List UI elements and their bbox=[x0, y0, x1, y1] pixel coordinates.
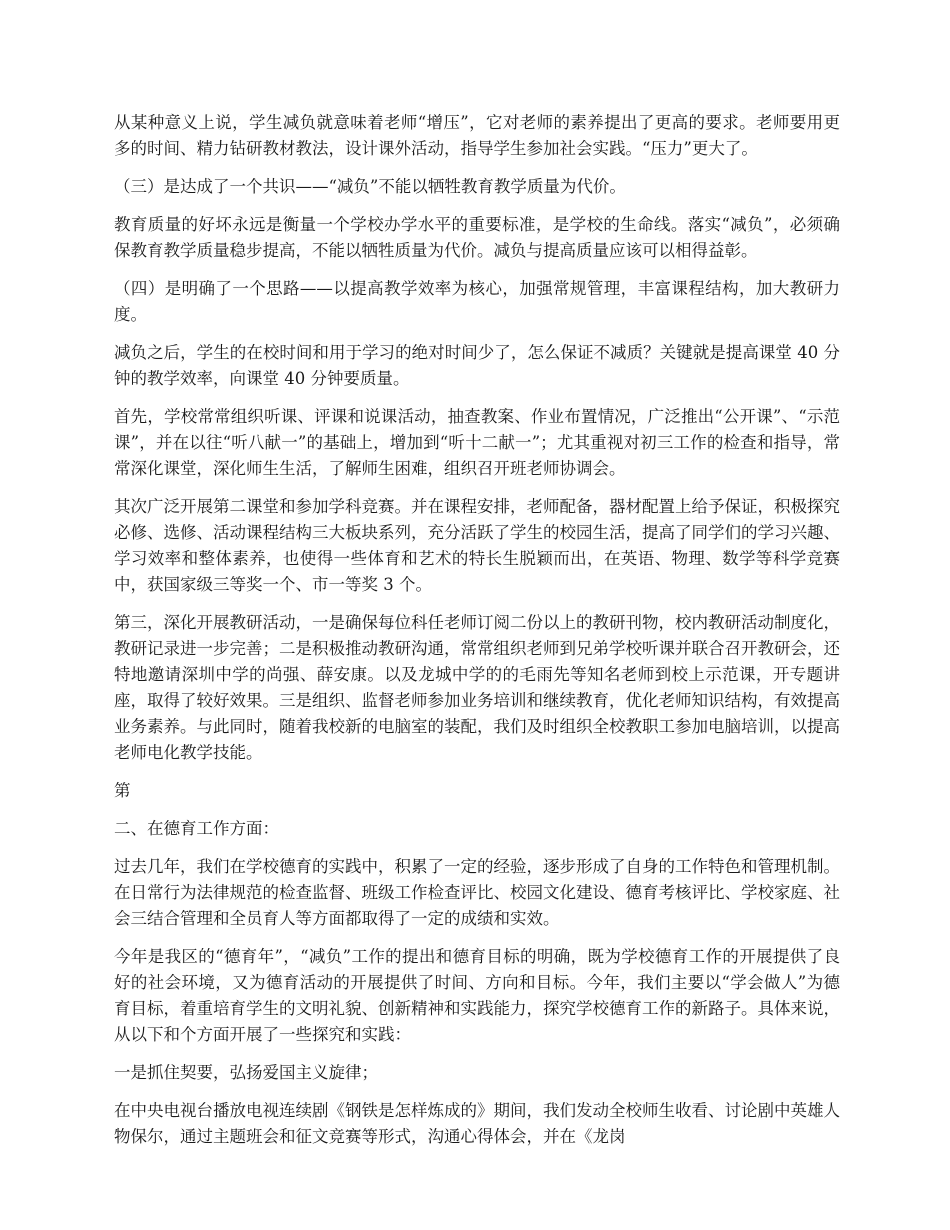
paragraph-tv-series: 在中央电视台播放电视连续剧《钢铁是怎样炼成的》期间，我们发动全校师生收看、讨论剧中英雄人物保尔，通过主题班会和征文竞赛等形式，沟通心得体会，并在《龙岗 bbox=[114, 1101, 840, 1146]
paragraph-first-measures: 首先，学校常常组织听课、评课和说课活动，抽查教案、作业布置情况，广泛推出“公开课”、“示范课”，并在以往“听八献一”的基础上，增加到“听十二献一”；尤其重视对初三工作的检查和指导，常常深化课堂，深化师生生活，了解师生困难，组织召开班老师协调会。 bbox=[114, 407, 840, 478]
paragraph-patriotism-heading: 一是抓住契要，弘扬爱国主义旋律； bbox=[114, 1063, 378, 1082]
paragraph-consensus-heading: （三）是达成了一个共识——“减负”不能以牺牲教育教学质量为代价。 bbox=[114, 177, 626, 196]
section-heading-moral-education: 二、在德育工作方面： bbox=[114, 819, 279, 838]
paragraph-classroom-efficiency: 减负之后，学生的在校时间和用于学习的绝对时间少了，怎么保证不减质？关键就是提高课堂 40 分钟的教学效率，向课堂 40 分钟要质量。 bbox=[114, 343, 840, 388]
paragraph-teaching-research: 第三，深化开展教研活动，一是确保每位科任老师订阅二份以上的教研刊物，校内教研活动制度化，教研记录进一步完善；二是积极推动教研沟通，常常组织老师到兄弟学校听课并联合召开教研会，还特地邀请深圳中学的尚强、薛安康。以及龙城中学的的毛雨先等知名老师到校上示范课，开专题讲座，取得了较好效果。三是组织、监督老师参加业务培训和继续教育，优化老师知识结构，有效提高业务素养。与此同时，随着我校新的电脑室的装配，我们及时组织全校教职工参加电脑培训，以提高老师电化教学技能。 bbox=[114, 613, 840, 762]
document-body bbox=[114, 110, 840, 1162]
paragraph-moral-education-year: 今年是我区的“德育年”，“减负”工作的提出和德育目标的明确，既为学校德育工作的开展提供了良好的社会环境，又为德育活动的开展提供了时间、方向和目标。今年，我们主要以“学会做人”为德育目标，着重培育学生的文明礼貌、创新精神和实践能力，探究学校德育工作的新路子。具体来说，从以下和个方面开展了一些探究和实践： bbox=[114, 947, 840, 1044]
paragraph-approach-heading: （四）是明确了一个思路——以提高教学效率为核心，加强常规管理，丰富课程结构，加大教研力度。 bbox=[114, 279, 840, 324]
paragraph-quality-standard: 教育质量的好坏永远是衡量一个学校办学水平的重要标准，是学校的生命线。落实“减负”，必须确保教育教学质量稳步提高，不能以牺牲质量为代价。减负与提高质量应该可以相得益彰。 bbox=[114, 215, 840, 260]
paragraph-second-classroom: 其次广泛开展第二课堂和参加学科竞赛。并在课程安排，老师配备，器材配置上给予保证，积极探究必修、选修、活动课程结构三大板块系列，充分活跃了学生的校园生活，提高了同学们的学习兴趣、学习效率和整体素养，也使得一些体育和艺术的特长生脱颖而出，在英语、物理、数学等科学竞赛中，获国家级三等奖一个、市一等奖 3 个。 bbox=[114, 497, 840, 594]
paragraph-past-experience: 过去几年，我们在学校德育的实践中，积累了一定的经验，逐步形成了自身的工作特色和管理机制。在日常行为法律规范的检查监督、班级工作检查评比、校园文化建设、德育考核评比、学校家庭、社会三结合管理和全员育人等方面都取得了一定的成绩和实效。 bbox=[114, 857, 840, 928]
paragraph-teacher-pressure: 从某种意义上说，学生减负就意味着老师“增压”，它对老师的素养提出了更高的要求。老师要用更多的时间、精力钻研教材教法，设计课外活动，指导学生参加社会实践。“压力”更大了。 bbox=[114, 113, 840, 158]
paragraph-fragment: 第 bbox=[114, 781, 131, 800]
